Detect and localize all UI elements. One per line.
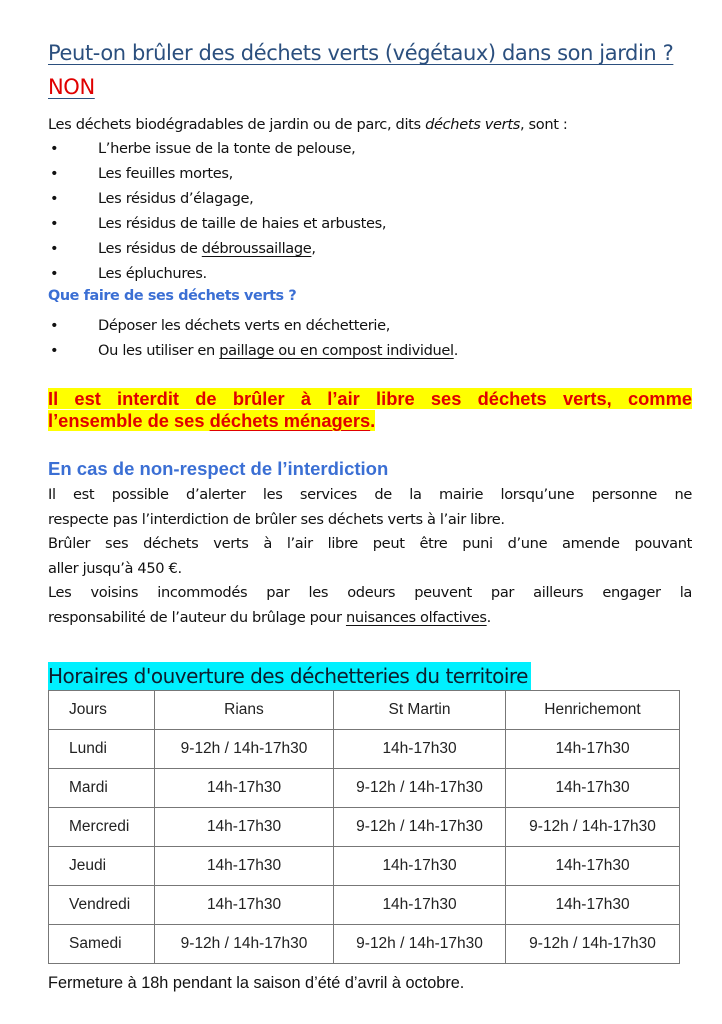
intro-italic-term: déchets verts bbox=[425, 116, 520, 133]
burning-ban-warning bbox=[48, 388, 692, 432]
hours-cell: 14h-17h30 bbox=[334, 886, 506, 925]
list-item-text: Les résidus de taille de haies et arbustes, bbox=[98, 215, 387, 232]
non-respect-paragraph-3 bbox=[48, 581, 692, 630]
underlined-term: débroussaillage bbox=[201, 240, 312, 257]
warning-text: l’ensemble de ses bbox=[48, 410, 210, 431]
bullet-icon: • bbox=[50, 190, 59, 207]
table-row bbox=[49, 847, 680, 886]
list-item-text: Déposer les déchets verts en déchetterie, bbox=[98, 317, 391, 334]
bullet-icon: • bbox=[50, 215, 59, 232]
column-header: Rians bbox=[155, 691, 334, 730]
list-item-text bbox=[98, 339, 458, 364]
hours-cell: 14h-17h30 bbox=[506, 769, 680, 808]
day-cell: Mardi bbox=[49, 769, 155, 808]
hours-cell: 9-12h / 14h-17h30 bbox=[155, 925, 334, 964]
list-item-text-end: , bbox=[311, 240, 316, 257]
intro-text: Les déchets biodégradables de jardin ou de parc, dits bbox=[48, 116, 426, 133]
table-row bbox=[49, 730, 680, 769]
hours-cell: 14h-17h30 bbox=[155, 886, 334, 925]
paragraph-text-end: . bbox=[486, 608, 491, 626]
paragraph-line bbox=[48, 609, 491, 626]
warning-underlined-term: déchets ménagers bbox=[209, 410, 371, 431]
bullet-icon: • bbox=[50, 265, 59, 282]
hours-cell: 9-12h / 14h-17h30 bbox=[334, 925, 506, 964]
hours-cell: 14h-17h30 bbox=[334, 847, 506, 886]
paragraph-text: responsabilité de l’auteur du brûlage pour bbox=[48, 608, 346, 626]
page-title bbox=[48, 36, 688, 104]
hours-cell: 9-12h / 14h-17h30 bbox=[334, 769, 506, 808]
day-cell: Vendredi bbox=[49, 886, 155, 925]
hours-cell: 14h-17h30 bbox=[155, 808, 334, 847]
non-respect-paragraph-2 bbox=[48, 532, 692, 581]
bullet-icon: • bbox=[50, 140, 59, 157]
list-item-text bbox=[98, 237, 316, 262]
hours-cell: 14h-17h30 bbox=[506, 730, 680, 769]
hours-cell: 14h-17h30 bbox=[155, 769, 334, 808]
list-item-text-start: Ou les utiliser en bbox=[98, 342, 220, 359]
paragraph-line: aller jusqu’à 450 €. bbox=[48, 559, 182, 577]
hours-cell: 9-12h / 14h-17h30 bbox=[155, 730, 334, 769]
table-header-row bbox=[49, 691, 680, 730]
bullet-icon: • bbox=[50, 317, 59, 334]
table-row bbox=[49, 925, 680, 964]
underlined-term: nuisances olfactives bbox=[345, 608, 487, 626]
list-item-text-start: Les résidus de bbox=[98, 240, 202, 257]
paragraph-line: Brûler ses déchets verts à l’air libre peut être puni d’une amende pouvant bbox=[48, 535, 692, 552]
title-question: Peut-on brûler des déchets verts (végétaux) dans son jardin ? bbox=[48, 41, 674, 65]
underlined-term: paillage ou en compost individuel bbox=[219, 342, 454, 359]
warning-line-2 bbox=[48, 410, 375, 431]
bullet-icon: • bbox=[50, 240, 59, 257]
paragraph-line: Il est possible d’alerter les services de la mairie lorsqu’une personne ne bbox=[48, 486, 692, 503]
what-to-do-heading: Que faire de ses déchets verts ? bbox=[48, 288, 297, 304]
hours-cell: 9-12h / 14h-17h30 bbox=[506, 925, 680, 964]
schedule-table bbox=[48, 690, 680, 964]
table-row bbox=[49, 886, 680, 925]
paragraph-line: Les voisins incommodés par les odeurs peuvent par ailleurs engager la bbox=[48, 584, 692, 601]
hours-cell: 14h-17h30 bbox=[334, 730, 506, 769]
bullet-icon: • bbox=[50, 342, 59, 359]
non-respect-heading: En cas de non-respect de l’interdiction bbox=[48, 458, 389, 479]
hours-cell: 14h-17h30 bbox=[506, 847, 680, 886]
warning-line-1: Il est interdit de brûler à l’air libre ses déchets verts, comme bbox=[48, 388, 692, 409]
intro-paragraph bbox=[48, 113, 568, 138]
intro-text-end: , sont : bbox=[519, 116, 568, 133]
warning-text-end: . bbox=[370, 410, 376, 431]
paragraph-line: respecte pas l’interdiction de brûler ses déchets verts à l’air libre. bbox=[48, 510, 505, 528]
day-cell: Jeudi bbox=[49, 847, 155, 886]
day-cell: Samedi bbox=[49, 925, 155, 964]
list-item-text: Les feuilles mortes, bbox=[98, 165, 233, 182]
bullet-icon: • bbox=[50, 165, 59, 182]
list-item-text-end: . bbox=[453, 342, 459, 359]
non-respect-paragraph-1 bbox=[48, 483, 692, 532]
day-cell: Mercredi bbox=[49, 808, 155, 847]
column-header: St Martin bbox=[334, 691, 506, 730]
list-item-text: Les épluchures. bbox=[98, 265, 207, 282]
hours-cell: 9-12h / 14h-17h30 bbox=[506, 808, 680, 847]
list-item-text: Les résidus d’élagage, bbox=[98, 190, 254, 207]
hours-cell: 14h-17h30 bbox=[506, 886, 680, 925]
column-header: Jours bbox=[49, 691, 155, 730]
title-answer: NON bbox=[48, 75, 95, 99]
schedule-footnote: Fermeture à 18h pendant la saison d’été d’avril à octobre. bbox=[48, 974, 465, 992]
list-item-text: L’herbe issue de la tonte de pelouse, bbox=[98, 140, 356, 157]
table-row bbox=[49, 769, 680, 808]
day-cell: Lundi bbox=[49, 730, 155, 769]
hours-cell: 9-12h / 14h-17h30 bbox=[334, 808, 506, 847]
hours-cell: 14h-17h30 bbox=[155, 847, 334, 886]
table-row bbox=[49, 808, 680, 847]
column-header: Henrichemont bbox=[506, 691, 680, 730]
schedule-title: Horaires d'ouverture des déchetteries du territoire bbox=[48, 662, 531, 690]
